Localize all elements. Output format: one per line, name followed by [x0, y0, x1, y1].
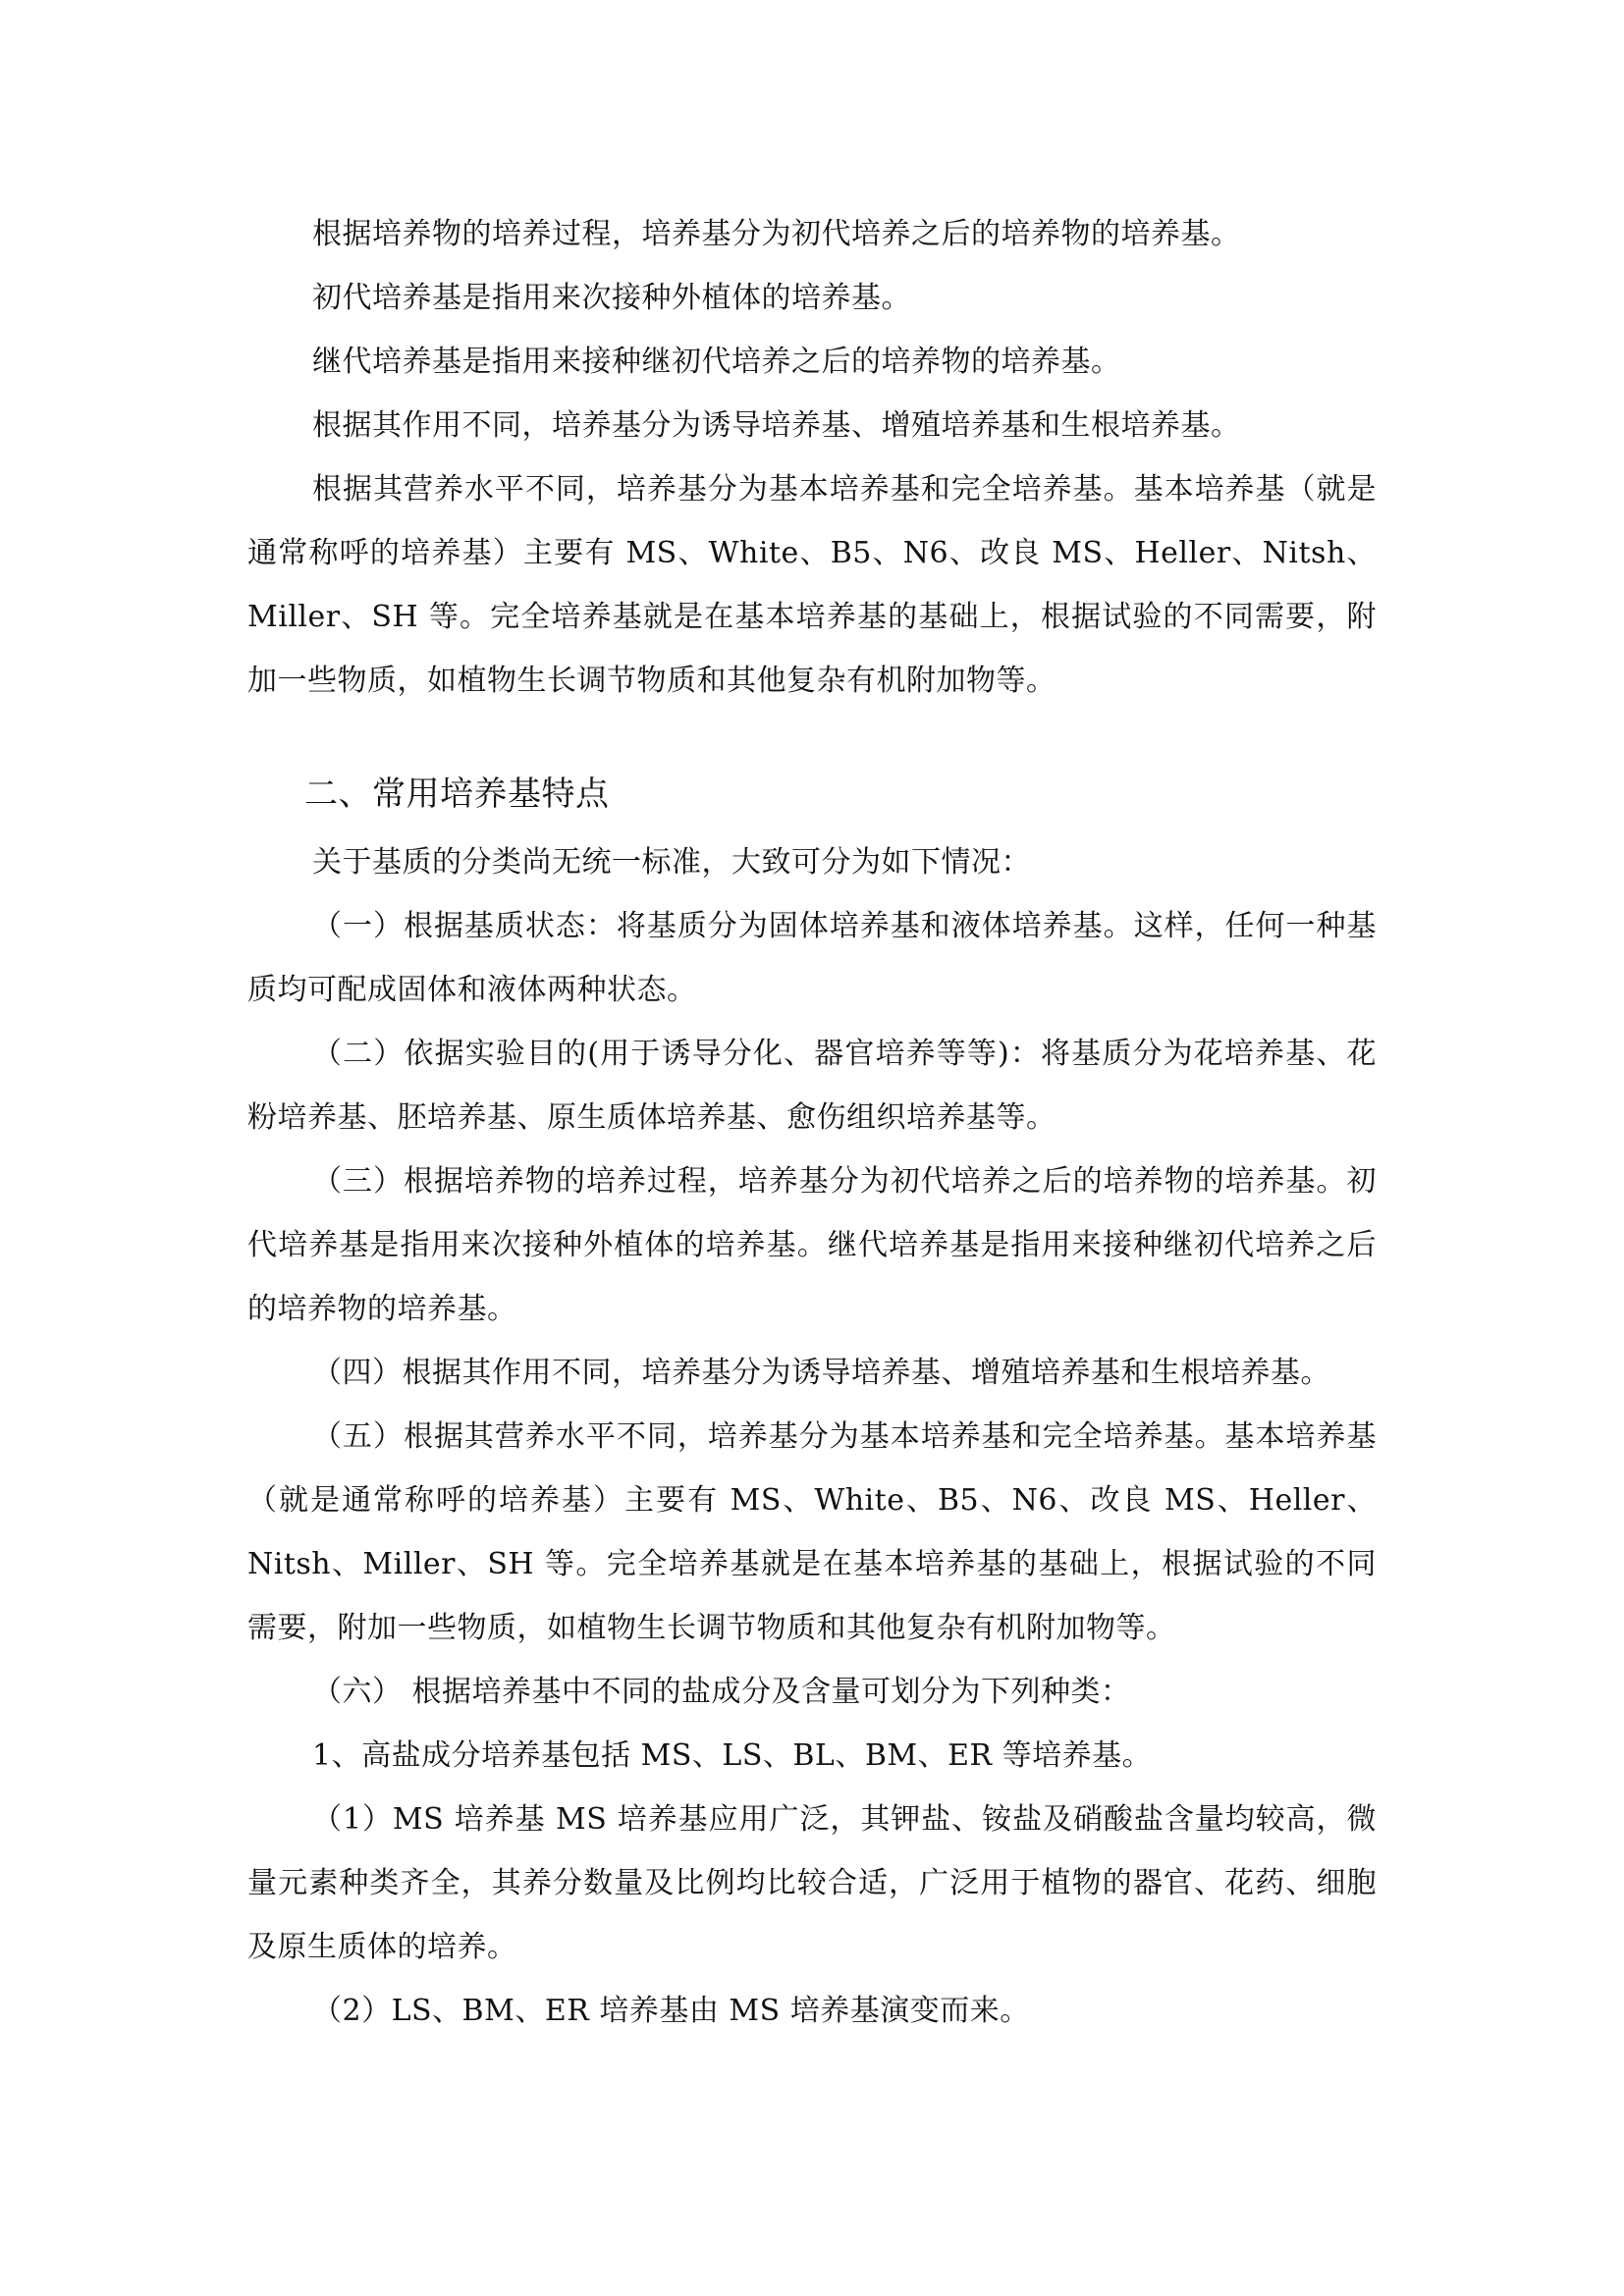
paragraph-subculture-medium: 继代培养基是指用来接种继初代培养之后的培养物的培养基。	[312, 345, 1121, 379]
paragraph-item-4: （四）根据其作用不同，培养基分为诱导培养基、增殖培养基和生根培养基。	[312, 1356, 1330, 1390]
paragraph-item-3: （三）根据培养物的培养过程，培养基分为初代培养之后的培养物的培养基。初代培养基是指用来次接种外植体的培养基。继代培养基是指用来接种继初代培养之后的培养物的培养基。	[247, 1164, 1377, 1326]
paragraph-ls-bm-er-media: （2）LS、BM、ER 培养基由 MS 培养基演变而来。	[312, 1994, 1030, 2028]
page-body	[247, 202, 1377, 2043]
paragraph-high-salt-media: 1、高盐成分培养基包括 MS、LS、BL、BM、ER 等培养基。	[312, 1738, 1153, 1773]
paragraph-nutrition-level: 根据其营养水平不同，培养基分为基本培养基和完全培养基。基本培养基（就是通常称呼的培养基）主要有 MS、White、B5、N6、改良 MS、Heller、Nitsh、Miller、SH 等。完全培养基就是在基本培养基的基础上，根据试验的不同需要，附加一些物质，如植物生长调节物质和其他复杂有机附加物等。	[247, 472, 1377, 698]
paragraph-classification-intro: 关于基质的分类尚无统一标准，大致可分为如下情况：	[312, 845, 1031, 880]
section-heading: 二、常用培养基特点	[304, 774, 610, 814]
paragraph-function-types: 根据其作用不同，培养基分为诱导培养基、增殖培养基和生根培养基。	[312, 408, 1241, 443]
paragraph-item-2: （二）依据实验目的(用于诱导分化、器官培养等等)：将基质分为花培养基、花粉培养基、胚培养基、原生质体培养基、愈伤组织培养基等。	[247, 1037, 1377, 1135]
paragraph-primary-medium: 初代培养基是指用来次接种外植体的培养基。	[312, 281, 911, 315]
paragraph-culture-process: 根据培养物的培养过程，培养基分为初代培养之后的培养物的培养基。	[312, 217, 1241, 251]
paragraph-item-1: （一）根据基质状态：将基质分为固体培养基和液体培养基。这样，任何一种基质均可配成固体和液体两种状态。	[247, 909, 1377, 1007]
paragraph-item-5: （五）根据其营养水平不同，培养基分为基本培养基和完全培养基。基本培养基（就是通常称呼的培养基）主要有 MS、White、B5、N6、改良 MS、Heller、Nitsh、Miller、SH 等。完全培养基就是在基本培养基的基础上，根据试验的不同需要，附加一些物质，如植物生长调节物质和其他复杂有机附加物等。	[247, 1419, 1377, 1645]
paragraph-item-6: （六） 根据培养基中不同的盐成分及含量可划分为下列种类：	[312, 1675, 1131, 1709]
paragraph-ms-medium: （1）MS 培养基 MS 培养基应用广泛，其钾盐、铵盐及硝酸盐含量均较高，微量元素种类齐全，其养分数量及比例均比较合适，广泛用于植物的器官、花药、细胞及原生质体的培养。	[247, 1802, 1377, 1964]
